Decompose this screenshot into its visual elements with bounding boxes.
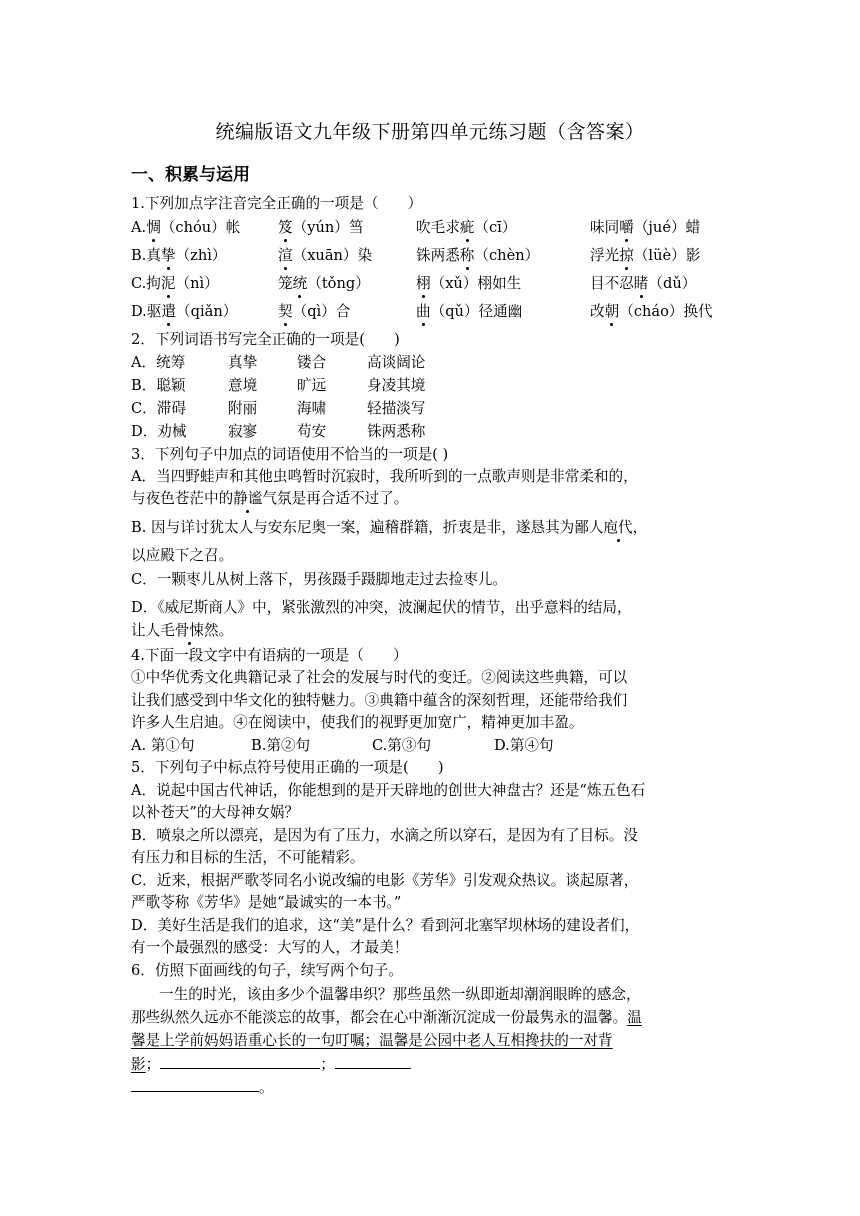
q4-option-b: B.第②句 (251, 737, 311, 754)
q1-b-4: 浮光掠（lüè）影 (590, 247, 701, 264)
q4-text-line3: 许多人生启迪。④在阅读中，使我们的视野更加宽广，精神更加丰盈。 (131, 714, 584, 731)
q5-b-line1: B．喷泉之所以漂亮，是因为有了压力，水滴之所以穿石，是因为有了目标。没 (131, 827, 638, 844)
q1-a-2: 笈（yún）筜 (278, 219, 364, 236)
answer-blank-2[interactable] (335, 1054, 411, 1069)
q2-stem: 2．下列词语书写完全正确的一项是( ) (131, 331, 400, 348)
q5-a-line2: 以补苍天”的大母神女娲？ (131, 804, 299, 821)
q2-b-4: 身凌其境 (367, 377, 426, 394)
q1-c-1: C.拘泥（nì） (131, 275, 219, 292)
q1-d-3: 曲（qǔ）径通幽 (416, 303, 523, 320)
q2-b-1: B．聪颖 (131, 377, 186, 394)
q2-d-3: 苟安 (297, 423, 327, 440)
q1-a-3: 吹毛求疵（cī） (416, 219, 517, 236)
q6-passage-line3 (131, 1031, 613, 1051)
q1-b-1: B.真挚（zhì） (131, 247, 227, 264)
q5-a-line1: A．说起中国古代神话，你能想到的是开天辟地的创世大神盘古？还是“炼五色石 (131, 782, 646, 799)
q6-passage-line1: 一生的时光，该由多少个温馨串织？那些虽然一纵即逝却潮润眼眸的感念， (159, 986, 641, 1003)
q3-d-line2: 让人毛骨悚然。 (131, 622, 234, 639)
q6-underlined-sentence: 馨是上学前妈妈语重心长的一句叮嘱；温馨是公园中老人互相搀扶的一对背 (131, 1032, 613, 1049)
q2-b-3: 旷远 (297, 377, 327, 394)
q1-c-4: 目不忍睹（dǔ） (590, 275, 697, 292)
q5-b-line2: 有压力和目标的生活，不可能精彩。 (131, 849, 365, 866)
q2-c-1: C．滞碍 (131, 400, 186, 417)
q2-c-2: 附丽 (228, 400, 258, 417)
q3-d-line1: D．《威尼斯商人》中，紧张激烈的冲突，波澜起伏的情节，出乎意料的结局， (131, 599, 632, 616)
q2-d-1: D．劝械 (131, 423, 187, 440)
q3-b-dotted-word: 庖代 (603, 519, 633, 536)
q4-option-c: C.第③句 (372, 737, 432, 754)
q4-stem: 4.下面一段文字中有语病的一项是（ ） (131, 647, 408, 664)
q6-answer-line2: 。 (131, 1077, 274, 1098)
q2-a-4: 高谈阔论 (367, 354, 426, 371)
q2-d-2: 寂寥 (228, 423, 258, 440)
q4-option-a: A. 第①句 (131, 737, 195, 754)
q1-d-2: 契（qì）合 (278, 303, 351, 320)
q6-underlined-start: 温 (627, 1009, 642, 1026)
q1-d-4: 改朝（cháo）换代 (590, 303, 713, 320)
q6-passage-line2: 那些纵然久远亦不能淡忘的故事，都会在心中渐渐沉淀成一份最隽永的温馨。温 (131, 1009, 642, 1026)
q3-a-line2: 与夜色苍茫中的静谧气氛是再合适不过了。 (131, 490, 409, 507)
q4-text-line2: 让我们感受到中华文化的独特魅力。③典籍中蕴含的深刻哲理，还能带给我们 (131, 692, 628, 709)
q2-a-1: A．统筹 (131, 354, 186, 371)
q5-c-line1: C．近来，根据严歌苓同名小说改编的电影《芳华》引发观众热议。谈起原著， (131, 872, 639, 889)
q2-a-3: 镂合 (297, 354, 327, 371)
q1-a-4: 味同嚼（jué）蜡 (590, 219, 701, 236)
q3-b-line1: B. 因与详讨犹太人与安东尼奥一案，遍稽群籍，折衷是非，遂恳其为鄙人庖代， (131, 519, 648, 536)
q3-c-line: C．一颗枣儿从树上落下，男孩蹑手蹑脚地走过去捡枣儿。 (131, 571, 508, 588)
q3-d-dotted-word: 毛骨悚然 (160, 622, 219, 639)
q1-stem: 1.下列加点字注音完全正确的一项是（ ） (131, 195, 423, 212)
q1-a-1-dot: 惆 (146, 219, 161, 236)
answer-blank-1[interactable] (160, 1054, 320, 1069)
q3-a-dotted-word: 静谧 (233, 490, 263, 507)
answer-blank-3[interactable] (131, 1077, 259, 1092)
q5-c-line2: 严歌苓称《芳华》是她“最诚实的一本书。” (131, 894, 402, 911)
q2-a-2: 真挚 (228, 354, 258, 371)
q2-c-4: 轻描淡写 (367, 400, 426, 417)
q6-answer-line1: 影； ； (131, 1054, 411, 1075)
q2-d-4: 铢两悉称 (367, 423, 426, 440)
document-title: 统编版语文九年级下册第四单元练习题（含答案） (215, 121, 645, 143)
q5-d-line1: D．美好生活是我们的追求，这“美”是什么？看到河北塞罕坝林场的建设者们， (131, 917, 640, 934)
q1-c-3: 栩（xǔ）栩如生 (416, 275, 522, 292)
q4-option-d: D.第④句 (494, 737, 554, 754)
q5-d-line2: 有一个最强烈的感受：大写的人，才最美！ (131, 939, 409, 956)
q1-a-1: A.惆（chóu）帐 (131, 219, 241, 236)
q1-b-2: 渲（xuān）染 (278, 247, 373, 264)
q6-stem: 6．仿照下面画线的句子，续写两个句子。 (131, 962, 403, 979)
q2-b-2: 意境 (228, 377, 258, 394)
q3-a-line1: A．当四野蛙声和其他虫鸣暂时沉寂时，我所听到的一点歌声则是非常柔和的， (131, 468, 638, 485)
q5-stem: 5．下列句子中标点符号使用正确的一项是( ) (131, 759, 444, 776)
q1-c-2: 笼统（tǒng） (278, 275, 370, 292)
section-heading: 一、积累与运用 (131, 165, 250, 185)
q2-c-3: 海啸 (297, 400, 327, 417)
q4-text-line1: ①中华优秀文化典籍记录了社会的发展与时代的变迁。②阅读这些典籍，可以 (131, 669, 628, 686)
q3-b-line2: 以应殿下之召。 (131, 547, 234, 564)
q1-d-1: D.驱遣（qiǎn） (131, 303, 238, 320)
q1-b-3: 铢两悉称（chèn） (416, 247, 540, 264)
q3-stem: 3．下列句子中加点的词语使用不恰当的一项是( ) (131, 446, 449, 463)
